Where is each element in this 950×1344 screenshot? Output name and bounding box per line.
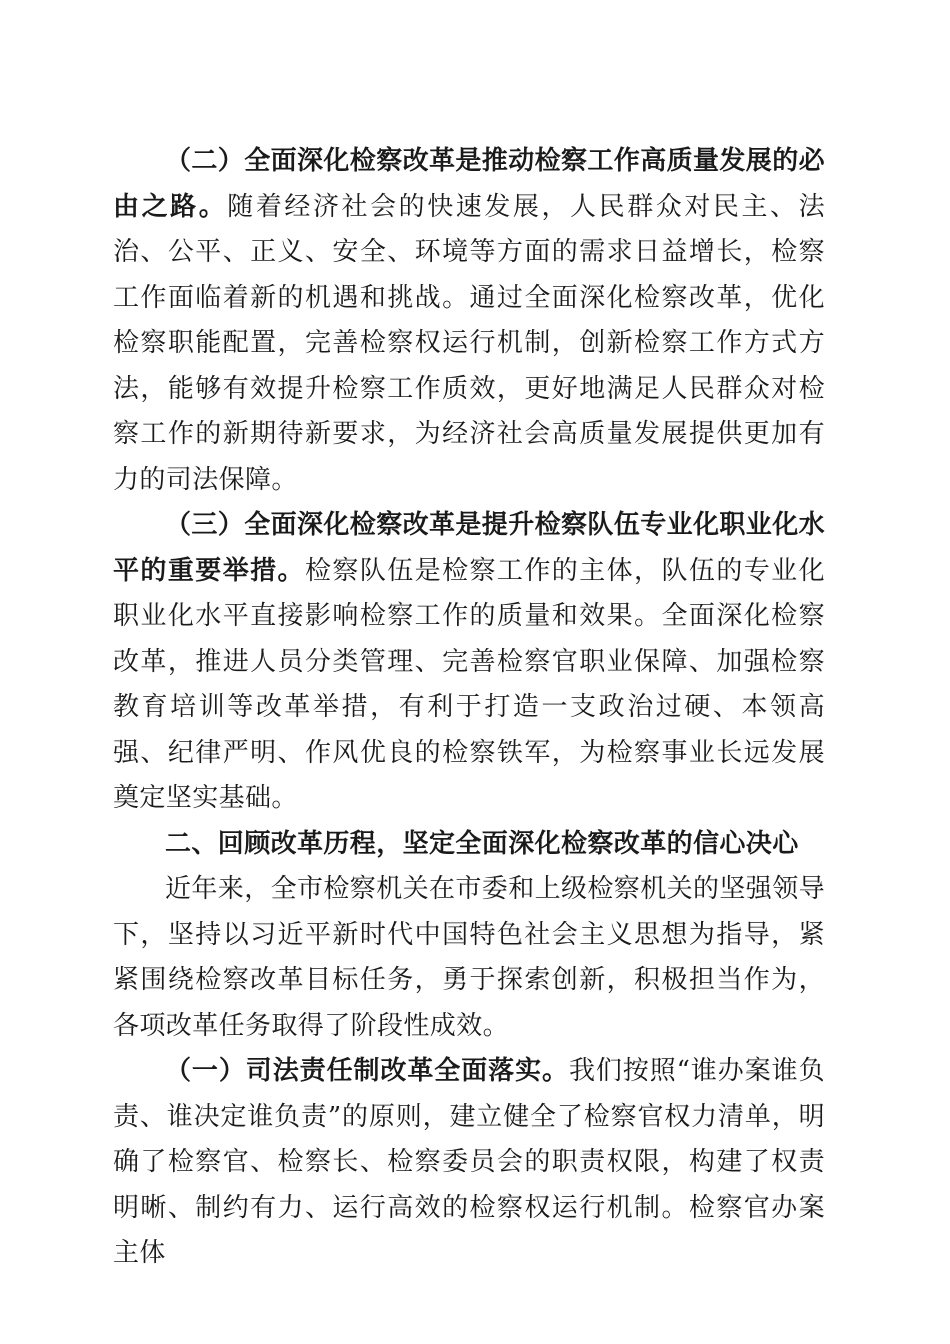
paragraph-judicial-responsibility bbox=[113, 1049, 825, 1277]
paragraph-lead: （三）全面深化检察改革是提升检察队伍专业化职业化水平的重要举措。 bbox=[113, 510, 826, 586]
paragraph-team-professionalization bbox=[113, 503, 825, 822]
paragraph-body: 检察队伍是检察工作的主体，队伍的专业化职业化水平直接影响检察工作的质量和效果。全面深化检察改革，推进人员分类管理、完善检察官职业保障、加强检察教育培训等改革举措，有利于打造一支政治过硬、本领高强、纪律严明、作风优良的检察铁军，为检察事业长远发展奠定坚实基础。 bbox=[113, 555, 825, 813]
paragraph-body: 随着经济社会的快速发展，人民群众对民主、法治、公平、正义、安全、环境等方面的需求日益增长，检察工作面临着新的机遇和挑战。通过全面深化检察改革，优化检察职能配置，完善检察权运行机制，创新检察工作方式方法，能够有效提升检察工作质效，更好地满足人民群众对检察工作的新期待新要求，为经济社会高质量发展提供更加有力的司法保障。 bbox=[113, 191, 825, 495]
paragraph-reform-path bbox=[113, 139, 825, 503]
document-page bbox=[113, 139, 825, 1277]
paragraph-lead: （一）司法责任制改革全面落实。 bbox=[165, 1056, 569, 1086]
paragraph-lead: （二）全面深化检察改革是推动检察工作高质量发展的必由之路。 bbox=[113, 146, 826, 222]
section-heading: 二、回顾改革历程，坚定全面深化检察改革的信心决心 bbox=[165, 828, 799, 859]
intro-paragraph: 近年来，全市检察机关在市委和上级检察机关的坚强领导下，坚持以习近平新时代中国特色社会主义思想为指导，紧紧围绕检察改革目标任务，勇于探索创新，积极担当作为，各项改革任务取得了阶段性成效。 bbox=[113, 874, 826, 1041]
paragraph-body: 我们按照“谁办案谁负责、谁决定谁负责”的原则，建立健全了检察官权力清单，明确了检察官、检察长、检察委员会的职责权限，构建了权责明晰、制约有力、运行高效的检察权运行机制。检察官办案主体 bbox=[113, 1056, 825, 1268]
